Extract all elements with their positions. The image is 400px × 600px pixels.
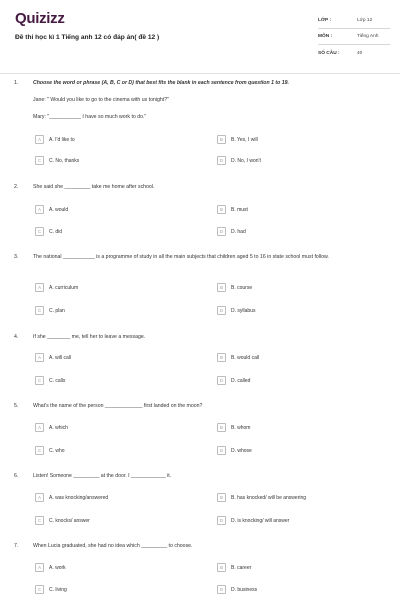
subject-label: MÔN : [318,34,333,39]
option-key: D [217,227,226,236]
option-d[interactable] [217,446,252,455]
option-text: D. business [231,586,258,593]
question-number: 1. [14,80,19,86]
option-key: D [217,516,226,525]
option-d[interactable] [217,376,250,385]
option-d[interactable] [217,585,257,594]
subject-value: Tiếng Anh [357,34,379,39]
option-key: D [217,156,226,165]
option-text: C. did [49,228,63,235]
option-text: A. work [49,564,66,571]
option-key: D [217,376,226,385]
question-text: Mary: "___________ I have so much work to do." [33,114,147,120]
question-number: 4. [14,334,19,340]
option-key: C [35,516,44,525]
option-c[interactable] [35,227,62,236]
option-b[interactable] [217,283,252,292]
option-b[interactable] [217,423,250,432]
option-key: B [217,353,226,362]
worksheet-header [0,0,400,68]
option-key: A [35,423,44,432]
option-d[interactable] [217,156,261,165]
option-key: C [35,585,44,594]
option-text: B. course [231,284,253,291]
option-text: A. which [49,424,68,431]
meta-table [318,13,390,61]
option-text: C. plan [49,307,65,314]
question-number: 7. [14,543,19,549]
option-key: A [35,353,44,362]
option-b[interactable] [217,205,248,214]
option-c[interactable] [35,306,65,315]
option-key: A [35,493,44,502]
option-text: D. had [231,228,246,235]
option-text: D. called [231,377,251,384]
option-a[interactable] [35,135,75,144]
option-key: C [35,306,44,315]
option-text: A. was knocking/answered [49,494,109,501]
option-text: C. calls [49,377,66,384]
option-key: B [217,563,226,572]
option-a[interactable] [35,563,66,572]
option-text: B. whom [231,424,251,431]
option-text: B. would call [231,354,260,361]
option-b[interactable] [217,135,258,144]
option-text: D. is knocking/ will answer [231,517,290,524]
option-key: A [35,135,44,144]
option-a[interactable] [35,353,71,362]
option-b[interactable] [217,563,251,572]
question-number: 6. [14,473,19,479]
option-a[interactable] [35,205,68,214]
option-key: B [217,283,226,292]
option-text: A. curriculum [49,284,79,291]
option-a[interactable] [35,423,68,432]
instruction-text: Choose the word or phrase (A, B, C or D) that best fits the blank in each sentence from question 1 to 19. [33,80,289,86]
option-key: D [217,446,226,455]
option-text: D. No, I won't [231,157,261,164]
question-text: If she ________ me, tell her to leave a message. [33,334,146,340]
class-label: LỚP : [318,18,332,23]
option-text: C. knocks/ answer [49,517,90,524]
question-text: What's the name of the person _____________ first landed on the moon? [33,403,203,409]
option-key: D [217,306,226,315]
option-key: A [35,283,44,292]
option-text: A. will call [49,354,71,361]
class-value: Lớp 12 [357,18,373,23]
question-text: She said she _________ take me home after school. [33,184,155,190]
option-key: A [35,205,44,214]
option-key: C [35,227,44,236]
meta-row-count [318,45,390,61]
quizizz-logo: Quizizz [15,10,65,27]
option-a[interactable] [35,493,108,502]
meta-row-subject [318,29,390,45]
option-text: C. living [49,586,67,593]
option-c[interactable] [35,585,67,594]
question-text: Listen! Someone _________ at the door. I ____________ it. [33,473,172,479]
option-key: C [35,156,44,165]
option-a[interactable] [35,283,78,292]
option-key: A [35,563,44,572]
option-c[interactable] [35,446,65,455]
option-text: B. has knocked/ will be answering [231,494,307,501]
header-divider [0,73,400,74]
question-text: When Lucia graduated, she had no idea which _________ to choose. [33,543,193,549]
option-c[interactable] [35,156,79,165]
option-d[interactable] [217,227,246,236]
option-d[interactable] [217,516,289,525]
question-text: The national ___________ is a programme of study in all the main subjects that children aged 5 to 16 in state school must follow. [33,254,329,260]
worksheet-title: Đề thi học kì 1 Tiếng anh 12 có đáp án( đề 12 ) [15,34,160,41]
meta-row-class [318,13,390,29]
option-text: D. whose [231,447,252,454]
question-count-value: 40 [357,50,363,56]
question-count-label: SỐ CÂU : [318,50,340,56]
option-text: B. career [231,564,252,571]
option-b[interactable] [217,493,306,502]
option-text: B. must [231,206,248,213]
option-key: C [35,446,44,455]
option-key: B [217,423,226,432]
option-text: A. would [49,206,69,213]
option-key: B [217,493,226,502]
option-text: D. syllabus [231,307,256,314]
option-text: C. who [49,447,65,454]
option-text: B. Yes, I will [231,136,258,143]
option-b[interactable] [217,353,259,362]
question-number: 5. [14,403,19,409]
question-text: Jane: " Would you like to go to the cinema with us tonight?" [33,97,169,103]
option-key: C [35,376,44,385]
option-c[interactable] [35,516,90,525]
option-text: A. I'd like to [49,136,75,143]
option-d[interactable] [217,306,255,315]
option-key: B [217,135,226,144]
option-c[interactable] [35,376,65,385]
option-key: B [217,205,226,214]
option-text: C. No, thanks [49,157,80,164]
question-number: 2. [14,184,19,190]
question-number: 3. [14,254,19,260]
option-key: D [217,585,226,594]
